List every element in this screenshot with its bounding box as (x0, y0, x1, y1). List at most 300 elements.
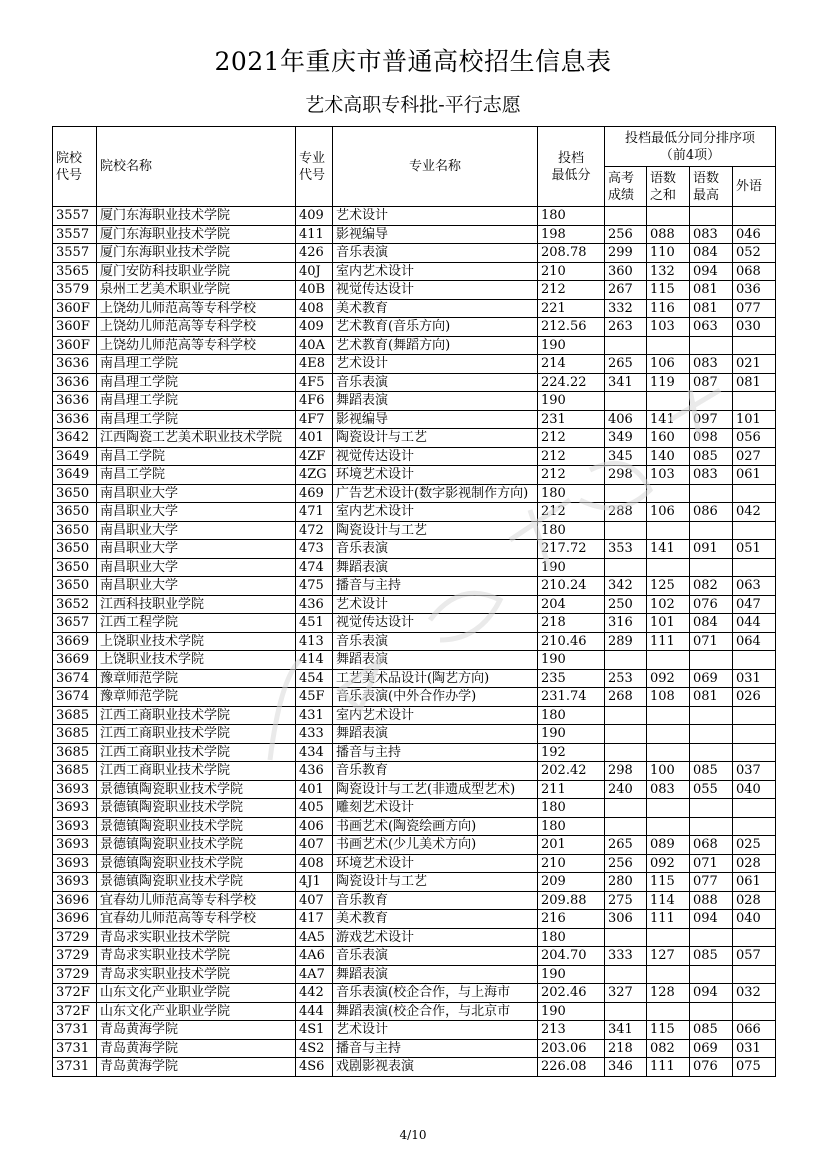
cell-major-code: 40B (296, 281, 333, 300)
cell-yushu-max: 068 (690, 836, 733, 855)
cell-major-code: 40A (296, 336, 333, 355)
cell-min-score: 198 (538, 225, 605, 244)
cell-school-name: 南昌理工学院 (97, 355, 296, 374)
cell-major-code: 414 (296, 651, 333, 670)
cell-major-name: 舞蹈表演 (333, 965, 538, 984)
cell-gaokao-score: 267 (605, 281, 647, 300)
table-row (53, 651, 776, 670)
cell-foreign-score (733, 799, 776, 818)
cell-school-name: 江西工商职业技术学院 (97, 706, 296, 725)
table-row (53, 632, 776, 651)
cell-yushu-max: 069 (690, 669, 733, 688)
cell-school-name: 上饶职业技术学院 (97, 632, 296, 651)
cell-yushu-max: 084 (690, 614, 733, 633)
cell-school-name: 南昌理工学院 (97, 373, 296, 392)
cell-school-name: 江西工商职业技术学院 (97, 743, 296, 762)
cell-school-name: 景德镇陶瓷职业技术学院 (97, 780, 296, 799)
cell-min-score: 212 (538, 429, 605, 448)
cell-major-code: 40J (296, 262, 333, 281)
table-row (53, 503, 776, 522)
cell-major-name: 室内艺术设计 (333, 503, 538, 522)
cell-foreign-score: 061 (733, 466, 776, 485)
cell-foreign-score: 032 (733, 984, 776, 1003)
cell-min-score: 211 (538, 780, 605, 799)
cell-gaokao-score: 298 (605, 762, 647, 781)
cell-major-code: 4S1 (296, 1021, 333, 1040)
cell-gaokao-score: 360 (605, 262, 647, 281)
cell-yushu-max: 083 (690, 225, 733, 244)
cell-school-code: 372F (53, 984, 97, 1003)
cell-foreign-score: 027 (733, 447, 776, 466)
cell-major-name: 音乐表演 (333, 632, 538, 651)
cell-foreign-score (733, 706, 776, 725)
cell-major-code: 45F (296, 688, 333, 707)
cell-major-code: 4A7 (296, 965, 333, 984)
table-row (53, 225, 776, 244)
cell-yushu-max: 081 (690, 299, 733, 318)
cell-school-name: 青岛求实职业技术学院 (97, 965, 296, 984)
cell-yushu-sum: 103 (647, 466, 690, 485)
table-row (53, 336, 776, 355)
table-row (53, 429, 776, 448)
cell-school-name: 豫章师范学院 (97, 688, 296, 707)
cell-foreign-score: 101 (733, 410, 776, 429)
cell-min-score: 210.46 (538, 632, 605, 651)
cell-yushu-sum: 114 (647, 891, 690, 910)
header-tiebreak-group: 投档最低分同分排序项 （前4项） (605, 127, 776, 167)
cell-school-code: 3557 (53, 244, 97, 263)
table-row (53, 521, 776, 540)
cell-major-name: 艺术设计 (333, 207, 538, 226)
cell-min-score: 202.46 (538, 984, 605, 1003)
cell-min-score: 204.70 (538, 947, 605, 966)
cell-min-score: 180 (538, 207, 605, 226)
cell-school-name: 南昌职业大学 (97, 577, 296, 596)
cell-school-name: 山东文化产业职业学院 (97, 1002, 296, 1021)
cell-school-name: 厦门东海职业技术学院 (97, 244, 296, 263)
cell-major-code: 433 (296, 725, 333, 744)
table-row (53, 1021, 776, 1040)
cell-yushu-sum: 160 (647, 429, 690, 448)
table-row (53, 965, 776, 984)
cell-foreign-score (733, 484, 776, 503)
header-school-name: 院校名称 (97, 127, 296, 207)
table-row (53, 836, 776, 855)
cell-min-score: 212 (538, 503, 605, 522)
cell-major-name: 室内艺术设计 (333, 706, 538, 725)
cell-yushu-max (690, 651, 733, 670)
cell-foreign-score (733, 558, 776, 577)
cell-school-name: 宜春幼儿师范高等专科学校 (97, 891, 296, 910)
cell-foreign-score: 040 (733, 910, 776, 929)
cell-yushu-sum: 119 (647, 373, 690, 392)
cell-yushu-max: 085 (690, 1021, 733, 1040)
cell-major-name: 室内艺术设计 (333, 262, 538, 281)
cell-min-score: 235 (538, 669, 605, 688)
cell-gaokao-score: 353 (605, 540, 647, 559)
cell-major-name: 戏剧影视表演 (333, 1058, 538, 1077)
cell-school-name: 景德镇陶瓷职业技术学院 (97, 799, 296, 818)
cell-school-name: 厦门东海职业技术学院 (97, 225, 296, 244)
cell-foreign-score (733, 392, 776, 411)
cell-major-name: 广告艺术设计(数字影视制作方向) (333, 484, 538, 503)
cell-yushu-max: 071 (690, 854, 733, 873)
cell-school-code: 3650 (53, 558, 97, 577)
cell-school-name: 南昌职业大学 (97, 521, 296, 540)
cell-major-code: 405 (296, 799, 333, 818)
cell-school-code: 3674 (53, 669, 97, 688)
cell-yushu-sum (647, 521, 690, 540)
cell-school-code: 3729 (53, 965, 97, 984)
cell-major-code: 407 (296, 836, 333, 855)
cell-school-code: 3649 (53, 447, 97, 466)
cell-school-name: 青岛黄海学院 (97, 1058, 296, 1077)
cell-yushu-max: 098 (690, 429, 733, 448)
cell-major-name: 音乐表演(中外合作办学) (333, 688, 538, 707)
cell-major-name: 艺术设计 (333, 1021, 538, 1040)
cell-major-name: 雕刻艺术设计 (333, 799, 538, 818)
cell-min-score: 212 (538, 281, 605, 300)
cell-yushu-sum: 115 (647, 281, 690, 300)
cell-school-code: 3650 (53, 540, 97, 559)
cell-yushu-sum: 110 (647, 244, 690, 263)
table-row (53, 984, 776, 1003)
cell-major-name: 艺术设计 (333, 595, 538, 614)
cell-major-name: 陶瓷设计与工艺 (333, 429, 538, 448)
cell-foreign-score (733, 336, 776, 355)
cell-yushu-max: 094 (690, 984, 733, 1003)
cell-major-name: 视觉传达设计 (333, 447, 538, 466)
cell-gaokao-score (605, 1002, 647, 1021)
cell-yushu-max (690, 484, 733, 503)
cell-yushu-sum: 103 (647, 318, 690, 337)
cell-gaokao-score: 289 (605, 632, 647, 651)
cell-min-score: 209.88 (538, 891, 605, 910)
cell-gaokao-score: 346 (605, 1058, 647, 1077)
cell-gaokao-score: 341 (605, 1021, 647, 1040)
table-row (53, 318, 776, 337)
cell-yushu-max: 076 (690, 1058, 733, 1077)
cell-major-code: 469 (296, 484, 333, 503)
header-gaokao: 高考 成绩 (605, 167, 647, 207)
cell-gaokao-score (605, 336, 647, 355)
cell-yushu-max: 083 (690, 355, 733, 374)
cell-school-code: 3693 (53, 817, 97, 836)
cell-yushu-max: 094 (690, 910, 733, 929)
cell-major-name: 影视编导 (333, 410, 538, 429)
cell-major-code: 436 (296, 762, 333, 781)
cell-yushu-sum: 092 (647, 669, 690, 688)
cell-foreign-score (733, 207, 776, 226)
cell-yushu-max (690, 965, 733, 984)
cell-min-score: 204 (538, 595, 605, 614)
cell-major-name: 舞蹈表演 (333, 725, 538, 744)
cell-major-name: 游戏艺术设计 (333, 928, 538, 947)
cell-school-code: 3636 (53, 410, 97, 429)
table-row (53, 799, 776, 818)
cell-foreign-score: 037 (733, 762, 776, 781)
cell-gaokao-score (605, 392, 647, 411)
cell-school-name: 江西工商职业技术学院 (97, 725, 296, 744)
cell-major-name: 音乐教育 (333, 891, 538, 910)
cell-yushu-max: 081 (690, 281, 733, 300)
cell-school-name: 南昌职业大学 (97, 484, 296, 503)
table-row (53, 355, 776, 374)
cell-gaokao-score: 280 (605, 873, 647, 892)
cell-foreign-score: 075 (733, 1058, 776, 1077)
cell-yushu-max: 087 (690, 373, 733, 392)
cell-yushu-max: 084 (690, 244, 733, 263)
cell-yushu-sum (647, 207, 690, 226)
cell-foreign-score: 042 (733, 503, 776, 522)
cell-foreign-score (733, 965, 776, 984)
cell-gaokao-score (605, 965, 647, 984)
table-row (53, 244, 776, 263)
cell-school-code: 360F (53, 318, 97, 337)
cell-gaokao-score: 268 (605, 688, 647, 707)
cell-min-score: 224.22 (538, 373, 605, 392)
table-row (53, 466, 776, 485)
cell-major-name: 工艺美术品设计(陶艺方向) (333, 669, 538, 688)
cell-major-code: 401 (296, 780, 333, 799)
cell-school-name: 南昌职业大学 (97, 503, 296, 522)
cell-foreign-score (733, 725, 776, 744)
cell-gaokao-score (605, 706, 647, 725)
cell-school-code: 372F (53, 1002, 97, 1021)
cell-major-name: 视觉传达设计 (333, 281, 538, 300)
cell-yushu-max (690, 799, 733, 818)
cell-min-score: 180 (538, 799, 605, 818)
cell-min-score: 201 (538, 836, 605, 855)
cell-yushu-max: 097 (690, 410, 733, 429)
cell-yushu-sum (647, 484, 690, 503)
cell-major-name: 陶瓷设计与工艺(非遗成型艺术) (333, 780, 538, 799)
cell-min-score: 212 (538, 466, 605, 485)
cell-major-name: 艺术设计 (333, 355, 538, 374)
cell-major-code: 442 (296, 984, 333, 1003)
table-row (53, 447, 776, 466)
cell-major-name: 影视编导 (333, 225, 538, 244)
cell-school-code: 3685 (53, 725, 97, 744)
cell-foreign-score: 068 (733, 262, 776, 281)
cell-school-name: 南昌理工学院 (97, 392, 296, 411)
cell-school-name: 厦门东海职业技术学院 (97, 207, 296, 226)
cell-min-score: 190 (538, 725, 605, 744)
table-row (53, 614, 776, 633)
cell-school-name: 景德镇陶瓷职业技术学院 (97, 817, 296, 836)
cell-major-name: 音乐表演 (333, 244, 538, 263)
cell-school-code: 3642 (53, 429, 97, 448)
table-row (53, 891, 776, 910)
cell-gaokao-score: 406 (605, 410, 647, 429)
cell-gaokao-score: 265 (605, 836, 647, 855)
cell-min-score: 217.72 (538, 540, 605, 559)
header-min-score: 投档 最低分 (538, 127, 605, 207)
cell-school-code: 3652 (53, 595, 97, 614)
cell-yushu-sum: 083 (647, 780, 690, 799)
cell-school-code: 3693 (53, 780, 97, 799)
cell-yushu-sum (647, 1002, 690, 1021)
cell-major-code: 4ZG (296, 466, 333, 485)
cell-min-score: 216 (538, 910, 605, 929)
cell-gaokao-score: 256 (605, 854, 647, 873)
table-row (53, 262, 776, 281)
cell-yushu-max (690, 706, 733, 725)
cell-foreign-score (733, 817, 776, 836)
cell-school-name: 南昌职业大学 (97, 540, 296, 559)
cell-gaokao-score: 298 (605, 466, 647, 485)
cell-yushu-max: 081 (690, 688, 733, 707)
cell-school-code: 3685 (53, 762, 97, 781)
cell-foreign-score: 081 (733, 373, 776, 392)
cell-major-code: 413 (296, 632, 333, 651)
cell-foreign-score: 052 (733, 244, 776, 263)
cell-school-name: 厦门安防科技职业学院 (97, 262, 296, 281)
table-row (53, 873, 776, 892)
cell-major-name: 舞蹈表演 (333, 392, 538, 411)
header-major-name: 专业名称 (333, 127, 538, 207)
cell-major-code: 4A5 (296, 928, 333, 947)
cell-gaokao-score (605, 651, 647, 670)
cell-gaokao-score: 253 (605, 669, 647, 688)
header-yushu-max: 语数 最高 (690, 167, 733, 207)
cell-major-code: 4F7 (296, 410, 333, 429)
cell-yushu-sum: 141 (647, 410, 690, 429)
cell-school-name: 景德镇陶瓷职业技术学院 (97, 836, 296, 855)
cell-yushu-sum: 111 (647, 1058, 690, 1077)
cell-gaokao-score: 327 (605, 984, 647, 1003)
cell-min-score: 214 (538, 355, 605, 374)
table-row (53, 762, 776, 781)
cell-foreign-score: 026 (733, 688, 776, 707)
cell-gaokao-score: 256 (605, 225, 647, 244)
cell-gaokao-score: 342 (605, 577, 647, 596)
cell-gaokao-score: 316 (605, 614, 647, 633)
cell-major-code: 4A6 (296, 947, 333, 966)
cell-gaokao-score: 349 (605, 429, 647, 448)
cell-school-code: 3731 (53, 1058, 97, 1077)
table-row (53, 910, 776, 929)
table-row (53, 725, 776, 744)
table-row (53, 595, 776, 614)
cell-min-score: 190 (538, 965, 605, 984)
cell-yushu-sum: 106 (647, 355, 690, 374)
cell-major-name: 播音与主持 (333, 577, 538, 596)
cell-yushu-sum (647, 336, 690, 355)
cell-yushu-max: 055 (690, 780, 733, 799)
cell-min-score: 226.08 (538, 1058, 605, 1077)
cell-major-code: 408 (296, 299, 333, 318)
cell-yushu-sum: 127 (647, 947, 690, 966)
cell-foreign-score: 028 (733, 891, 776, 910)
cell-major-code: 472 (296, 521, 333, 540)
cell-foreign-score: 063 (733, 577, 776, 596)
cell-school-code: 3657 (53, 614, 97, 633)
cell-school-code: 3731 (53, 1021, 97, 1040)
cell-school-code: 3650 (53, 521, 97, 540)
cell-gaokao-score (605, 928, 647, 947)
cell-gaokao-score (605, 743, 647, 762)
cell-major-code: 4J1 (296, 873, 333, 892)
cell-yushu-max: 063 (690, 318, 733, 337)
cell-gaokao-score (605, 799, 647, 818)
cell-yushu-max (690, 521, 733, 540)
cell-major-code: 475 (296, 577, 333, 596)
cell-school-name: 上饶职业技术学院 (97, 651, 296, 670)
cell-foreign-score: 036 (733, 281, 776, 300)
table-row (53, 577, 776, 596)
cell-major-name: 环境艺术设计 (333, 854, 538, 873)
cell-yushu-max: 082 (690, 577, 733, 596)
cell-foreign-score: 061 (733, 873, 776, 892)
cell-yushu-sum: 141 (647, 540, 690, 559)
cell-school-code: 3649 (53, 466, 97, 485)
cell-gaokao-score: 240 (605, 780, 647, 799)
cell-major-name: 音乐教育 (333, 762, 538, 781)
cell-yushu-sum: 128 (647, 984, 690, 1003)
cell-school-name: 宜春幼儿师范高等专科学校 (97, 910, 296, 929)
cell-yushu-max (690, 817, 733, 836)
table-row (53, 854, 776, 873)
cell-major-code: 417 (296, 910, 333, 929)
cell-major-name: 播音与主持 (333, 1039, 538, 1058)
cell-yushu-max: 085 (690, 947, 733, 966)
cell-yushu-max: 069 (690, 1039, 733, 1058)
page-number: 4/10 (399, 1128, 427, 1142)
table-row (53, 706, 776, 725)
table-row (53, 817, 776, 836)
cell-foreign-score (733, 743, 776, 762)
cell-school-code: 3636 (53, 355, 97, 374)
cell-school-name: 山东文化产业职业学院 (97, 984, 296, 1003)
cell-min-score: 180 (538, 521, 605, 540)
table-row (53, 207, 776, 226)
cell-school-name: 豫章师范学院 (97, 669, 296, 688)
cell-school-name: 江西科技职业学院 (97, 595, 296, 614)
cell-yushu-sum (647, 799, 690, 818)
table-row (53, 1002, 776, 1021)
cell-school-name: 泉州工艺美术职业学院 (97, 281, 296, 300)
cell-major-name: 环境艺术设计 (333, 466, 538, 485)
cell-school-code: 3579 (53, 281, 97, 300)
cell-foreign-score: 046 (733, 225, 776, 244)
cell-min-score: 213 (538, 1021, 605, 1040)
cell-major-code: 4S2 (296, 1039, 333, 1058)
cell-min-score: 190 (538, 651, 605, 670)
cell-major-code: 436 (296, 595, 333, 614)
cell-major-name: 视觉传达设计 (333, 614, 538, 633)
cell-foreign-score: 051 (733, 540, 776, 559)
cell-school-name: 南昌工学院 (97, 447, 296, 466)
table-row (53, 484, 776, 503)
cell-major-code: 4S6 (296, 1058, 333, 1077)
cell-yushu-max: 094 (690, 262, 733, 281)
cell-major-code: 426 (296, 244, 333, 263)
cell-major-code: 4ZF (296, 447, 333, 466)
cell-major-code: 406 (296, 817, 333, 836)
cell-yushu-sum: 125 (647, 577, 690, 596)
cell-yushu-sum (647, 965, 690, 984)
cell-school-code: 3565 (53, 262, 97, 281)
cell-school-code: 3685 (53, 743, 97, 762)
cell-major-name: 播音与主持 (333, 743, 538, 762)
cell-major-name: 艺术教育(舞蹈方向) (333, 336, 538, 355)
cell-major-name: 陶瓷设计与工艺 (333, 521, 538, 540)
cell-foreign-score: 064 (733, 632, 776, 651)
cell-foreign-score (733, 1002, 776, 1021)
cell-major-code: 409 (296, 207, 333, 226)
table-row (53, 928, 776, 947)
